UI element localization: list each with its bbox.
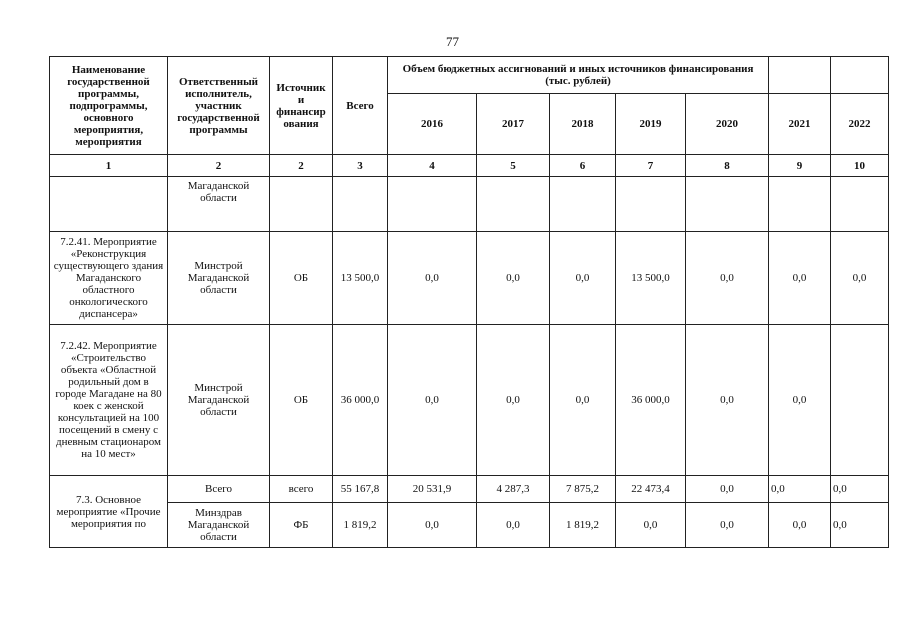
cell-value: 1 819,2 xyxy=(550,503,616,548)
header-col-total: Всего xyxy=(333,57,388,155)
cell-value: 36 000,0 xyxy=(616,325,686,476)
cell-value: 0,0 xyxy=(477,503,550,548)
header-year: 2016 xyxy=(388,94,477,155)
cell-source: ФБ xyxy=(270,503,333,548)
cell-total: 55 167,8 xyxy=(333,476,388,503)
header-col-executor: Ответственный исполнитель, участник государственной программы xyxy=(168,57,270,155)
column-number: 3 xyxy=(333,155,388,177)
header-year: 2022 xyxy=(831,94,889,155)
column-number: 10 xyxy=(831,155,889,177)
column-number: 2 xyxy=(168,155,270,177)
table-row xyxy=(50,232,889,325)
header-row-group xyxy=(50,57,889,94)
cell-value: 0,0 xyxy=(769,476,831,503)
cell-value: 0,0 xyxy=(686,503,769,548)
cell-source xyxy=(270,177,333,232)
cell-executor: Всего xyxy=(168,476,270,503)
cell-value xyxy=(686,177,769,232)
cell-executor: Минстрой Магаданской области xyxy=(168,232,270,325)
cell-value: 0,0 xyxy=(477,232,550,325)
column-number: 9 xyxy=(769,155,831,177)
cell-value: 0,0 xyxy=(769,325,831,476)
header-year: 2021 xyxy=(769,94,831,155)
cell-name: 7.2.41. Мероприятие «Реконструкция существующего здания Магаданского областного онкологического диспансера» xyxy=(50,232,168,325)
cell-value: 0,0 xyxy=(550,325,616,476)
cell-value: 13 500,0 xyxy=(616,232,686,325)
cell-executor: Минздрав Магаданской области xyxy=(168,503,270,548)
cell-name: 7.2.42. Мероприятие «Строительство объекта «Областной родильный дом в городе Магадане на 80 коек с женской консультацией на 100 посещений в смену с дневным стационаром на 10 мест» xyxy=(50,325,168,476)
column-number: 4 xyxy=(388,155,477,177)
cell-value xyxy=(616,177,686,232)
header-year: 2019 xyxy=(616,94,686,155)
cell-value: 0,0 xyxy=(550,232,616,325)
table-row xyxy=(50,177,889,232)
cell-value xyxy=(831,177,889,232)
table-row xyxy=(50,476,889,503)
cell-total: 36 000,0 xyxy=(333,325,388,476)
cell-value: 0,0 xyxy=(686,325,769,476)
column-number-row xyxy=(50,155,889,177)
header-group-title: Объем бюджетных ассигнований и иных источников финансирования (тыс. рублей) xyxy=(388,57,769,94)
cell-value: 22 473,4 xyxy=(616,476,686,503)
header-col-name: Наименование государственной программы, подпрограммы, основного мероприятия, мероприятия xyxy=(50,57,168,155)
cell-total: 1 819,2 xyxy=(333,503,388,548)
cell-value xyxy=(769,177,831,232)
column-number: 1 xyxy=(50,155,168,177)
cell-value: 0,0 xyxy=(831,232,889,325)
cell-value: 0,0 xyxy=(686,232,769,325)
cell-value: 7 875,2 xyxy=(550,476,616,503)
cell-total: 13 500,0 xyxy=(333,232,388,325)
cell-total xyxy=(333,177,388,232)
cell-value: 0,0 xyxy=(831,503,889,548)
cell-executor: Магаданской области xyxy=(168,177,270,232)
column-number: 7 xyxy=(616,155,686,177)
cell-value: 0,0 xyxy=(831,476,889,503)
cell-value: 0,0 xyxy=(769,503,831,548)
cell-value: 0,0 xyxy=(388,325,477,476)
budget-table xyxy=(49,56,889,548)
header-empty-cell xyxy=(831,57,889,94)
cell-value: 4 287,3 xyxy=(477,476,550,503)
cell-value: 0,0 xyxy=(388,503,477,548)
column-number: 8 xyxy=(686,155,769,177)
cell-source: ОБ xyxy=(270,232,333,325)
cell-value xyxy=(388,177,477,232)
cell-value: 0,0 xyxy=(769,232,831,325)
header-empty-cell xyxy=(769,57,831,94)
cell-value: 0,0 xyxy=(686,476,769,503)
cell-value: 20 531,9 xyxy=(388,476,477,503)
cell-executor: Минстрой Магаданской области xyxy=(168,325,270,476)
column-number: 2 xyxy=(270,155,333,177)
header-year: 2017 xyxy=(477,94,550,155)
cell-name: 7.3. Основное мероприятие «Прочие мероприятия по xyxy=(50,476,168,548)
header-year: 2018 xyxy=(550,94,616,155)
column-number: 6 xyxy=(550,155,616,177)
table-row xyxy=(50,503,889,548)
header-year: 2020 xyxy=(686,94,769,155)
cell-value: 0,0 xyxy=(616,503,686,548)
cell-source: ОБ xyxy=(270,325,333,476)
cell-value xyxy=(550,177,616,232)
cell-value xyxy=(831,325,889,476)
cell-source: всего xyxy=(270,476,333,503)
cell-value: 0,0 xyxy=(388,232,477,325)
page-number: 77 xyxy=(446,34,459,49)
cell-value xyxy=(477,177,550,232)
cell-name xyxy=(50,177,168,232)
header-col-source: Источник и финансир ования xyxy=(270,57,333,155)
cell-value: 0,0 xyxy=(477,325,550,476)
column-number: 5 xyxy=(477,155,550,177)
table-row xyxy=(50,325,889,476)
